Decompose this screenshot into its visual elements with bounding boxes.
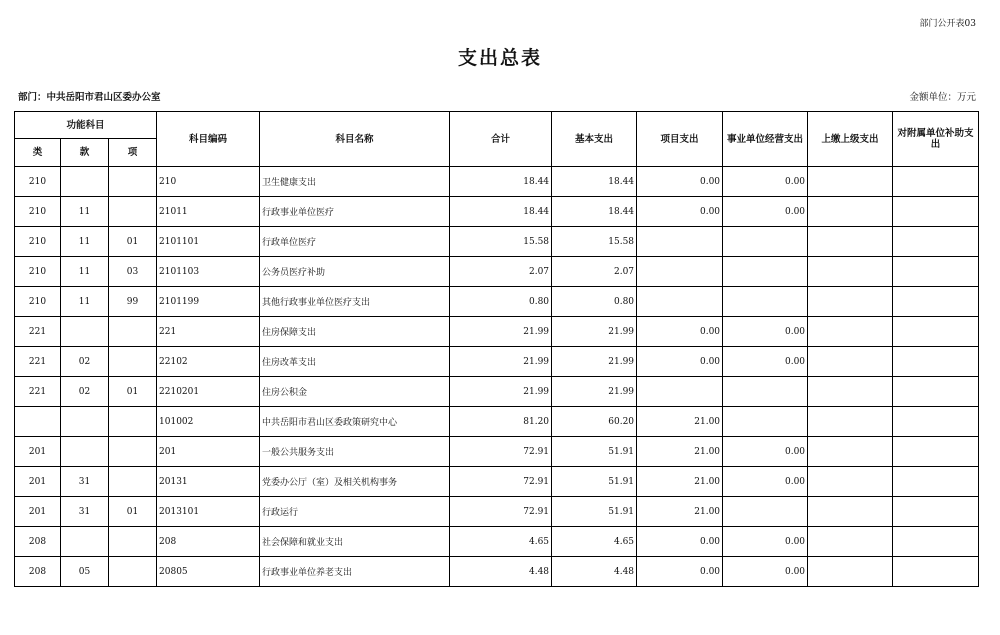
cell-xiang xyxy=(109,467,157,497)
cell-name: 行政事业单位医疗 xyxy=(260,197,450,227)
cell-total: 4.65 xyxy=(450,527,552,557)
cell-code: 20805 xyxy=(157,557,260,587)
cell-basic: 4.65 xyxy=(552,527,637,557)
cell-lei: 201 xyxy=(15,437,61,467)
cell-xiang xyxy=(109,437,157,467)
cell-xiang xyxy=(109,197,157,227)
cell-code: 101002 xyxy=(157,407,260,437)
cell-code: 20131 xyxy=(157,467,260,497)
amount-unit-label: 金额单位：万元 xyxy=(909,92,976,103)
cell-name: 住房改革支出 xyxy=(260,347,450,377)
cell-total: 4.48 xyxy=(450,557,552,587)
cell-upper xyxy=(808,347,893,377)
cell-project: 0.00 xyxy=(637,197,723,227)
table-row xyxy=(15,317,979,347)
cell-subsidy xyxy=(893,527,979,557)
cell-lei xyxy=(15,407,61,437)
expenditure-table xyxy=(14,111,979,587)
cell-subsidy xyxy=(893,467,979,497)
cell-upper xyxy=(808,167,893,197)
cell-kuan: 05 xyxy=(61,557,109,587)
cell-total: 15.58 xyxy=(450,227,552,257)
cell-subsidy xyxy=(893,437,979,467)
cell-name: 行政单位医疗 xyxy=(260,227,450,257)
cell-xiang: 01 xyxy=(109,377,157,407)
cell-total: 72.91 xyxy=(450,467,552,497)
cell-business xyxy=(723,407,808,437)
cell-subsidy xyxy=(893,197,979,227)
cell-project xyxy=(637,227,723,257)
cell-subsidy xyxy=(893,557,979,587)
cell-business: 0.00 xyxy=(723,347,808,377)
cell-basic: 21.99 xyxy=(552,347,637,377)
cell-project: 0.00 xyxy=(637,527,723,557)
cell-name: 其他行政事业单位医疗支出 xyxy=(260,287,450,317)
cell-subsidy xyxy=(893,377,979,407)
header-upper: 上缴上级支出 xyxy=(808,112,893,167)
cell-subsidy xyxy=(893,167,979,197)
cell-basic: 51.91 xyxy=(552,497,637,527)
cell-upper xyxy=(808,557,893,587)
cell-lei: 210 xyxy=(15,197,61,227)
cell-total: 0.80 xyxy=(450,287,552,317)
cell-code: 2013101 xyxy=(157,497,260,527)
cell-name: 行政运行 xyxy=(260,497,450,527)
header-kuan: 款 xyxy=(61,139,109,167)
cell-name: 一般公共服务支出 xyxy=(260,437,450,467)
cell-business: 0.00 xyxy=(723,197,808,227)
cell-lei: 210 xyxy=(15,167,61,197)
cell-basic: 60.20 xyxy=(552,407,637,437)
department-label: 部门：中共岳阳市君山区委办公室 xyxy=(18,92,161,103)
cell-lei: 208 xyxy=(15,527,61,557)
page-title: 支出总表 xyxy=(457,47,542,69)
cell-total: 81.20 xyxy=(450,407,552,437)
cell-basic: 51.91 xyxy=(552,437,637,467)
cell-total: 72.91 xyxy=(450,437,552,467)
cell-lei: 210 xyxy=(15,257,61,287)
cell-basic: 2.07 xyxy=(552,257,637,287)
table-row xyxy=(15,407,979,437)
cell-total: 21.99 xyxy=(450,347,552,377)
cell-business: 0.00 xyxy=(723,467,808,497)
table-row xyxy=(15,527,979,557)
table-row xyxy=(15,197,979,227)
cell-kuan xyxy=(61,437,109,467)
cell-kuan xyxy=(61,317,109,347)
table-row xyxy=(15,467,979,497)
cell-total: 2.07 xyxy=(450,257,552,287)
cell-code: 2101103 xyxy=(157,257,260,287)
cell-code: 210 xyxy=(157,167,260,197)
cell-basic: 18.44 xyxy=(552,167,637,197)
cell-kuan: 11 xyxy=(61,227,109,257)
cell-project: 21.00 xyxy=(637,407,723,437)
cell-xiang xyxy=(109,317,157,347)
cell-upper xyxy=(808,467,893,497)
cell-project xyxy=(637,377,723,407)
cell-subsidy xyxy=(893,317,979,347)
cell-subsidy xyxy=(893,257,979,287)
table-row xyxy=(15,377,979,407)
table-row xyxy=(15,437,979,467)
table-row xyxy=(15,167,979,197)
table-row xyxy=(15,347,979,377)
cell-subsidy xyxy=(893,497,979,527)
cell-business: 0.00 xyxy=(723,527,808,557)
cell-business xyxy=(723,257,808,287)
cell-kuan xyxy=(61,407,109,437)
cell-basic: 51.91 xyxy=(552,467,637,497)
cell-project: 0.00 xyxy=(637,557,723,587)
cell-business xyxy=(723,287,808,317)
cell-xiang xyxy=(109,347,157,377)
cell-name: 公务员医疗补助 xyxy=(260,257,450,287)
cell-upper xyxy=(808,317,893,347)
cell-business xyxy=(723,377,808,407)
cell-total: 72.91 xyxy=(450,497,552,527)
cell-project: 0.00 xyxy=(637,347,723,377)
cell-kuan: 02 xyxy=(61,377,109,407)
cell-kuan: 11 xyxy=(61,257,109,287)
cell-business: 0.00 xyxy=(723,167,808,197)
cell-xiang xyxy=(109,407,157,437)
cell-upper xyxy=(808,497,893,527)
header-code: 科目编码 xyxy=(157,112,260,167)
cell-code: 22102 xyxy=(157,347,260,377)
cell-lei: 221 xyxy=(15,347,61,377)
header-total: 合计 xyxy=(450,112,552,167)
cell-xiang: 01 xyxy=(109,227,157,257)
cell-basic: 21.99 xyxy=(552,377,637,407)
cell-business: 0.00 xyxy=(723,317,808,347)
header-subsidy: 对附属单位补助支出 xyxy=(893,112,979,167)
cell-lei: 210 xyxy=(15,227,61,257)
cell-code: 2101199 xyxy=(157,287,260,317)
cell-xiang: 01 xyxy=(109,497,157,527)
cell-total: 21.99 xyxy=(450,377,552,407)
cell-subsidy xyxy=(893,227,979,257)
cell-business: 0.00 xyxy=(723,437,808,467)
cell-lei: 221 xyxy=(15,317,61,347)
cell-kuan: 02 xyxy=(61,347,109,377)
cell-basic: 15.58 xyxy=(552,227,637,257)
cell-name: 中共岳阳市君山区委政策研究中心 xyxy=(260,407,450,437)
cell-upper xyxy=(808,527,893,557)
cell-business: 0.00 xyxy=(723,557,808,587)
cell-code: 201 xyxy=(157,437,260,467)
header-business: 事业单位经营支出 xyxy=(723,112,808,167)
cell-subsidy xyxy=(893,347,979,377)
cell-upper xyxy=(808,437,893,467)
cell-project xyxy=(637,257,723,287)
cell-kuan xyxy=(61,527,109,557)
cell-basic: 21.99 xyxy=(552,317,637,347)
cell-name: 行政事业单位养老支出 xyxy=(260,557,450,587)
table-row xyxy=(15,497,979,527)
cell-xiang: 03 xyxy=(109,257,157,287)
header-basic: 基本支出 xyxy=(552,112,637,167)
cell-upper xyxy=(808,257,893,287)
cell-lei: 208 xyxy=(15,557,61,587)
cell-code: 2210201 xyxy=(157,377,260,407)
header-project: 项目支出 xyxy=(637,112,723,167)
table-row xyxy=(15,557,979,587)
cell-code: 208 xyxy=(157,527,260,557)
cell-code: 2101101 xyxy=(157,227,260,257)
cell-upper xyxy=(808,227,893,257)
cell-name: 社会保障和就业支出 xyxy=(260,527,450,557)
cell-kuan: 31 xyxy=(61,467,109,497)
cell-kuan xyxy=(61,167,109,197)
header-func-subject: 功能科目 xyxy=(15,112,157,139)
cell-lei: 210 xyxy=(15,287,61,317)
cell-project: 21.00 xyxy=(637,437,723,467)
cell-subsidy xyxy=(893,407,979,437)
table-row xyxy=(15,227,979,257)
cell-kuan: 11 xyxy=(61,197,109,227)
cell-xiang xyxy=(109,527,157,557)
cell-xiang xyxy=(109,167,157,197)
cell-project: 21.00 xyxy=(637,497,723,527)
cell-upper xyxy=(808,197,893,227)
cell-lei: 201 xyxy=(15,467,61,497)
cell-code: 21011 xyxy=(157,197,260,227)
cell-basic: 4.48 xyxy=(552,557,637,587)
cell-code: 221 xyxy=(157,317,260,347)
cell-lei: 201 xyxy=(15,497,61,527)
cell-total: 21.99 xyxy=(450,317,552,347)
table-row xyxy=(15,257,979,287)
cell-basic: 0.80 xyxy=(552,287,637,317)
cell-name: 党委办公厅（室）及相关机构事务 xyxy=(260,467,450,497)
cell-subsidy xyxy=(893,287,979,317)
cell-name: 住房公积金 xyxy=(260,377,450,407)
cell-total: 18.44 xyxy=(450,197,552,227)
table-row xyxy=(15,287,979,317)
header-xiang: 项 xyxy=(109,139,157,167)
cell-project xyxy=(637,287,723,317)
cell-project: 21.00 xyxy=(637,467,723,497)
cell-kuan: 31 xyxy=(61,497,109,527)
header-name: 科目名称 xyxy=(260,112,450,167)
cell-upper xyxy=(808,407,893,437)
cell-project: 0.00 xyxy=(637,317,723,347)
cell-kuan: 11 xyxy=(61,287,109,317)
cell-upper xyxy=(808,377,893,407)
cell-basic: 18.44 xyxy=(552,197,637,227)
cell-upper xyxy=(808,287,893,317)
cell-name: 住房保障支出 xyxy=(260,317,450,347)
cell-xiang xyxy=(109,557,157,587)
cell-business xyxy=(723,227,808,257)
cell-name: 卫生健康支出 xyxy=(260,167,450,197)
cell-xiang: 99 xyxy=(109,287,157,317)
cell-business xyxy=(723,497,808,527)
header-lei: 类 xyxy=(15,139,61,167)
cell-lei: 221 xyxy=(15,377,61,407)
cell-project: 0.00 xyxy=(637,167,723,197)
cell-total: 18.44 xyxy=(450,167,552,197)
form-number: 部门公开表03 xyxy=(919,19,976,29)
